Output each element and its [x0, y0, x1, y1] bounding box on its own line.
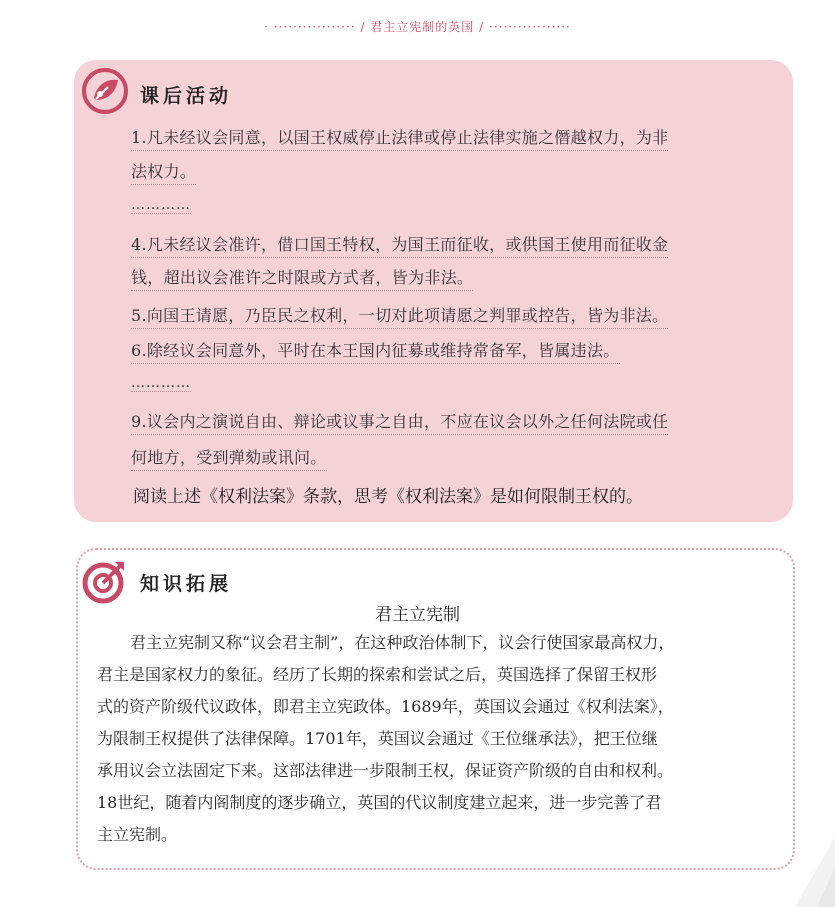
activity-line: 9.议会内之演说自由、辩论或议事之自由，不应在议会以外之任何法院或任 [131, 412, 668, 435]
activity-title: 课后活动 [140, 85, 233, 107]
knowledge-title: 知识拓展 [140, 573, 233, 595]
activity-ellipsis: ………… [131, 375, 191, 391]
knowledge-line: 君主是国家权力的象征。经历了长期的探索和尝试之后，英国选择了保留王权形 [97, 665, 658, 684]
activity-line: 1.凡未经议会同意，以国王权威停止法律或停止法律实施之僭越权力，为非 [131, 128, 668, 151]
knowledge-line: 承用议会立法固定下来。这部法律进一步限制王权，保证资产阶级的自由和权利。 [97, 761, 674, 780]
chapter-title: / 君主立宪制的英国 / [360, 20, 485, 34]
activity-line: 5.向国王请愿，乃臣民之权利，一切对此项请愿之判罪或控告，皆为非法。 [131, 306, 668, 329]
activity-line: 4.凡未经议会准许，借口国王特权，为国王而征收，或供国王使用而征收金 [131, 235, 668, 258]
activity-line: 法权力。 [131, 162, 196, 185]
pen-leaf-icon [82, 68, 128, 114]
corner-decoration [755, 827, 835, 907]
header-dots-left: · ················· [264, 20, 356, 34]
target-arrow-icon [82, 558, 128, 604]
knowledge-line: 君主立宪制又称“议会君主制”，在这种政治体制下，议会行使国家最高权力， [130, 633, 675, 652]
header-dots-right: ················· [489, 20, 571, 34]
knowledge-line: 主立宪制。 [97, 825, 178, 844]
activity-question: 阅读上述《权利法案》条款，思考《权利法案》是如何限制王权的。 [133, 487, 643, 507]
activity-ellipsis: ………… [131, 197, 191, 213]
knowledge-heading: 君主立宪制 [375, 605, 460, 625]
activity-line: 钱，超出议会准许之时限或方式者，皆为非法。 [131, 268, 473, 291]
running-header [0, 18, 835, 35]
knowledge-line: 18世纪，随着内阁制度的逐步确立，英国的代议制度建立起来，进一步完善了君 [97, 793, 662, 812]
activity-line: 6.除经议会同意外，平时在本王国内征募或维持常备军，皆属违法。 [131, 341, 620, 364]
activity-line: 何地方，受到弹劾或讯问。 [131, 448, 327, 471]
knowledge-line: 为限制王权提供了法律保障。1701年，英国议会通过《王位继承法》，把王位继 [97, 729, 658, 748]
knowledge-line: 式的资产阶级代议政体，即君主立宪政体。1689年，英国议会通过《权利法案》， [97, 697, 674, 716]
